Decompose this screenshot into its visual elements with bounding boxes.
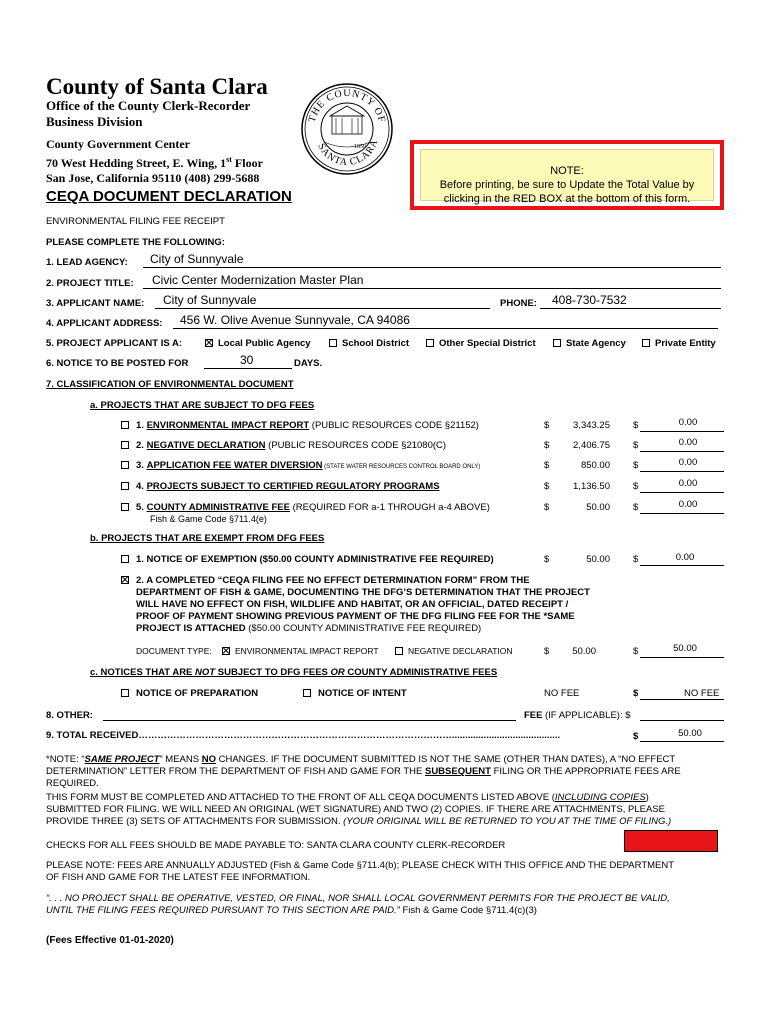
- phone-field[interactable]: 408-730-7532: [552, 293, 627, 307]
- note1c: ” MEANS: [159, 754, 202, 765]
- note1d: NO: [201, 754, 216, 765]
- a-item-num: 3.: [136, 460, 144, 471]
- a-item-value-line: [640, 513, 724, 514]
- city-line: San Jose, California 95110 (408) 299-5688: [46, 171, 260, 185]
- attach3a: PROVIDE THREE (3) SETS OF ATTACHMENTS FOR SUBMISSION.: [46, 816, 344, 827]
- note1e: CHANGES. IF THE DOCUMENT SUBMITTED IS NOT THE SAME (OTHER THAN DATES), A “NO EFFECT: [215, 754, 676, 765]
- quote-line-1: “. . . NO PROJECT SHALL BE OPERATIVE, VESTED, OR FINAL, NOR SHALL LOCAL GOVERNMENT PERMITS FOR THE PROJECT BE VALID,: [46, 893, 670, 904]
- same-project-note: [46, 754, 726, 790]
- a-item-value-dollar: $: [633, 460, 639, 471]
- prep-checkbox[interactable]: [121, 689, 129, 697]
- a-item-checkbox[interactable]: [121, 421, 129, 429]
- neg-dec-checkbox[interactable]: [395, 647, 403, 655]
- b1-value-dollar: $: [633, 554, 639, 565]
- notice-days-field[interactable]: 30: [240, 353, 254, 367]
- a-item-name: COUNTY ADMINISTRATIVE FEE: [146, 502, 290, 513]
- private-entity-checkbox[interactable]: [642, 339, 650, 347]
- section-a-heading: a. PROJECTS THAT ARE SUBJECT TO DFG FEES: [90, 400, 315, 411]
- code-quote: [46, 893, 736, 917]
- lead-agency-label: 1. LEAD AGENCY:: [46, 257, 128, 268]
- a-item-value-line: [640, 451, 724, 452]
- intent-checkbox[interactable]: [303, 689, 311, 697]
- print-note: [420, 149, 714, 205]
- a-item-dollar: $: [544, 440, 550, 451]
- a-item-fee: 850.00: [580, 460, 610, 471]
- complete-following-label: PLEASE COMPLETE THE FOLLOWING:: [46, 237, 225, 248]
- fees-effective: (Fees Effective 01-01-2020): [46, 935, 174, 946]
- note-line-2: [46, 766, 726, 778]
- state-agency-checkbox[interactable]: [553, 339, 561, 347]
- b1-fee: 50.00: [586, 554, 610, 565]
- other-fee-note: (IF APPLICABLE): $: [545, 710, 631, 721]
- a-item-checkbox[interactable]: [121, 482, 129, 490]
- a-item-value[interactable]: 0.00: [678, 478, 698, 489]
- c-value-dollar: $: [633, 688, 639, 699]
- a-item-fee: 1,136.50: [573, 481, 610, 492]
- applicant-type-label: 5. PROJECT APPLICANT IS A:: [46, 338, 183, 349]
- b2-value-dollar: $: [633, 646, 639, 657]
- classification-heading: 7. CLASSIFICATION OF ENVIRONMENTAL DOCUMENT: [46, 379, 294, 390]
- a-item-value[interactable]: 0.00: [678, 417, 698, 428]
- a-item-dollar: $: [544, 420, 550, 431]
- a-item-value-dollar: $: [633, 440, 639, 451]
- a-item-name: PROJECTS SUBJECT TO CERTIFIED REGULATORY PROGRAMS: [146, 481, 440, 492]
- b2-line3: WILL HAVE NO EFFECT ON FISH, WILDLIFE AND HABITAT, OR AN OFFICIAL, DATED RECEIPT /: [136, 599, 569, 610]
- env-receipt-label: ENVIRONMENTAL FILING FEE RECEIPT: [46, 216, 225, 227]
- b2-line4: PROOF OF PAYMENT SHOWING PREVIOUS PAYMENT OF THE DFG FILING FEE FOR THE *SAME: [136, 611, 575, 622]
- note2b: SUBSEQUENT: [424, 766, 491, 777]
- lead-agency-line: [143, 267, 721, 268]
- a-item-num: 5.: [136, 502, 144, 513]
- note-line-3: REQUIRED.: [46, 778, 99, 789]
- center-line: County Government Center: [46, 137, 190, 151]
- note-line1: Before printing, be sure to Update the Total Value by: [439, 179, 695, 191]
- attach3b: (YOUR ORIGINAL WILL BE RETURNED TO YOU AT THE TIME OF FILING.): [343, 816, 672, 827]
- quote2b: Fish & Game Code §711.4(c)(3): [399, 905, 537, 916]
- quote2: UNTIL THE FILING FEES REQUIRED PURSUANT TO THIS SECTION ARE PAID.”: [46, 905, 400, 916]
- a-item-value[interactable]: 0.00: [678, 437, 698, 448]
- doc-type-label: DOCUMENT TYPE:: [136, 646, 212, 656]
- a-item-checkbox[interactable]: [121, 503, 129, 511]
- intent-label: NOTICE OF INTENT: [318, 688, 407, 699]
- a-item-dollar: $: [544, 460, 550, 471]
- a-item-value-line: [640, 471, 724, 472]
- a-item-fee: 3,343.25: [573, 420, 610, 431]
- note-line2: clicking in the RED BOX at the bottom of this form.: [443, 193, 691, 205]
- eir-label: ENVIRONMENTAL IMPACT REPORT: [235, 646, 379, 656]
- section-c-heading: c. NOTICES THAT ARE NOT SUBJECT TO DFG FEES OR COUNTY ADMINISTRATIVE FEES: [90, 667, 498, 678]
- attach-line-2: SUBMITTED FOR FILING. WE WILL NEED AN ORIGINAL (WET SIGNATURE) AND TWO (2) COPIES. IF THERE ARE ATTACHMENTS, PLEASE: [46, 804, 665, 815]
- fees-adjusted-note: [46, 860, 736, 884]
- prep-label: NOTICE OF PREPARATION: [136, 688, 259, 699]
- attach1c: ): [645, 792, 649, 803]
- note2a: DETERMINATION” LETTER FROM THE DEPARTMENT OF FISH AND GAME FOR THE: [46, 766, 425, 777]
- c-value-line: [640, 699, 724, 700]
- a-item-label: [136, 420, 479, 431]
- a-item-dollar: $: [544, 502, 550, 513]
- private-entity-label: Private Entity: [655, 338, 716, 349]
- a-item-dollar: $: [544, 481, 550, 492]
- total-value[interactable]: 50.00: [678, 728, 702, 739]
- a-item-checkbox[interactable]: [121, 461, 129, 469]
- a-item-value-line: [640, 431, 724, 432]
- lead-agency-field[interactable]: City of Sunnyvale: [150, 252, 244, 266]
- project-title-field[interactable]: Civic Center Modernization Master Plan: [152, 273, 364, 287]
- b2-value-line: [640, 657, 724, 658]
- b2-fee: 50.00: [572, 646, 596, 657]
- b2-line5b: ($50.00 COUNTY ADMINISTRATIVE FEE REQUIRED): [245, 623, 482, 634]
- total-label: 9. TOTAL RECEIVED……………………………………………………………………………………….........................................: [46, 730, 561, 741]
- local-agency-label: Local Public Agency: [218, 338, 311, 349]
- applicant-name-label: 3. APPLICANT NAME:: [46, 298, 145, 309]
- adjust-line-1: PLEASE NOTE: FEES ARE ANNUALLY ADJUSTED (Fish & Game Code §711.4(b); PLEASE CHECK WITH THIS OFFICE AND THE DEPARTMENT: [46, 860, 675, 871]
- total-dollar: $: [633, 731, 639, 742]
- seal-bottom-text: SANTA CLARA: [315, 137, 381, 169]
- b1-value[interactable]: 0.00: [675, 552, 695, 563]
- note1a: *NOTE: “: [46, 754, 85, 765]
- seal-year: 1850: [354, 144, 366, 150]
- street-tail: Floor: [231, 156, 263, 170]
- applicant-address-label: 4. APPLICANT ADDRESS:: [46, 318, 163, 329]
- a-item-name: ENVIRONMENTAL IMPACT REPORT: [146, 420, 310, 431]
- street-sup: st: [226, 155, 232, 164]
- attach1b: INCLUDING COPIES: [554, 792, 646, 803]
- c-value: NO FEE: [684, 688, 720, 699]
- applicant-name-field[interactable]: City of Sunnyvale: [163, 293, 257, 307]
- county-seal-icon: [300, 82, 394, 176]
- b2-checkbox[interactable]: [121, 576, 129, 584]
- applicant-name-line: [155, 308, 490, 309]
- note2c: FILING OR THE APPROPRIATE FEES ARE: [490, 766, 681, 777]
- a-item-value-dollar: $: [633, 502, 639, 513]
- checks-payable: CHECKS FOR ALL FEES SHOULD BE MADE PAYABLE TO: SANTA CLARA COUNTY CLERK-RECORDER: [46, 840, 506, 851]
- address-block: [46, 137, 263, 186]
- other-line[interactable]: [103, 720, 516, 721]
- notice-days-line: [204, 368, 292, 369]
- school-district-label: School District: [342, 338, 410, 349]
- b2-text: [136, 575, 616, 635]
- a5-subtext: Fish & Game Code §711.4(e): [150, 514, 267, 524]
- note-line-1: [46, 754, 726, 766]
- b1-dollar: $: [544, 554, 550, 565]
- a-item-value-line: [640, 492, 724, 493]
- a-item-desc: (PUBLIC RESOURCES CODE §21152): [309, 420, 479, 431]
- adjust-line-2: OF FISH AND GAME FOR THE LATEST FEE INFORMATION.: [46, 872, 311, 883]
- project-title-line: [143, 288, 721, 289]
- school-district-checkbox[interactable]: [329, 339, 337, 347]
- other-fee-line[interactable]: [640, 720, 724, 721]
- total-line: [640, 741, 724, 742]
- county-title: County of Santa Clara: [46, 74, 268, 99]
- notice-label: 6. NOTICE TO BE POSTED FOR: [46, 358, 189, 369]
- a-item-label: [136, 440, 446, 451]
- other-label: 8. OTHER:: [46, 710, 93, 721]
- street-text: 70 West Hedding Street, E. Wing, 1: [46, 156, 227, 170]
- phone-label: PHONE:: [500, 298, 537, 309]
- a-item-num: 4.: [136, 481, 144, 492]
- attach1a: THIS FORM MUST BE COMPLETED AND ATTACHED TO THE FRONT OF ALL CEQA DOCUMENTS LISTED ABOVE (: [46, 792, 555, 803]
- attach-note: [46, 792, 726, 828]
- b2-value[interactable]: 50.00: [673, 643, 697, 654]
- special-district-label: Other Special District: [439, 338, 536, 349]
- b2-line2: DEPARTMENT OF FISH & GAME, DOCUMENTING THE DFG’S DETERMINATION THAT THE PROJECT: [136, 587, 590, 598]
- attach-line-3: [46, 816, 726, 828]
- street-line: [46, 152, 263, 171]
- a-item-fee: 50.00: [586, 502, 610, 513]
- a-item-label: [136, 481, 440, 492]
- document-title: CEQA DOCUMENT DECLARATION: [46, 188, 292, 205]
- a-item-value[interactable]: 0.00: [678, 499, 698, 510]
- a-item-value[interactable]: 0.00: [678, 457, 698, 468]
- a-item-value-dollar: $: [633, 420, 639, 431]
- special-district-checkbox[interactable]: [426, 339, 434, 347]
- state-agency-label: State Agency: [566, 338, 626, 349]
- note1b: SAME PROJECT: [84, 754, 160, 765]
- office-line: Office of the County Clerk-Recorder: [46, 98, 251, 113]
- b1-checkbox[interactable]: [121, 555, 129, 563]
- a-item-desc: (STATE WATER RESOURCES CONTROL BOARD ONLY): [322, 464, 481, 470]
- a-item-name: APPLICATION FEE WATER DIVERSION: [146, 460, 323, 471]
- b1-value-line: [640, 565, 724, 566]
- b1-text: 1. NOTICE OF EXEMPTION ($50.00 COUNTY ADMINISTRATIVE FEE REQUIRED): [136, 554, 494, 565]
- a-item-checkbox[interactable]: [121, 441, 129, 449]
- update-total-red-box[interactable]: [624, 830, 718, 852]
- a-item-label: [136, 460, 480, 471]
- eir-checkbox[interactable]: [222, 647, 230, 655]
- a-item-value-dollar: $: [633, 481, 639, 492]
- a-item-desc: (REQUIRED FOR a-1 THROUGH a-4 ABOVE): [289, 502, 490, 513]
- b2-line1: 2. A COMPLETED “CEQA FILING FEE NO EFFECT DETERMINATION FORM” FROM THE: [136, 575, 530, 586]
- a-item-fee: 2,406.75: [573, 440, 610, 451]
- quote-line-2: [46, 905, 736, 917]
- days-label: DAYS.: [294, 358, 323, 369]
- a-item-num: 1.: [136, 420, 144, 431]
- project-title-label: 2. PROJECT TITLE:: [46, 278, 134, 289]
- phone-line: [540, 308, 721, 309]
- local-agency-checkbox[interactable]: [205, 339, 213, 347]
- division-line: Business Division: [46, 114, 143, 129]
- c-nofee-label: NO FEE: [544, 688, 580, 699]
- a-item-label: [136, 502, 490, 513]
- a-item-num: 2.: [136, 440, 144, 451]
- note-title: NOTE:: [550, 165, 584, 177]
- b2-line5: [136, 623, 616, 635]
- applicant-address-field[interactable]: 456 W. Olive Avenue Sunnyvale, CA 94086: [180, 313, 410, 327]
- a-item-desc: (PUBLIC RESOURCES CODE §21080(C): [265, 440, 447, 451]
- office-name: [46, 98, 250, 130]
- other-fee-label: FEE: [524, 710, 543, 721]
- applicant-address-line: [173, 328, 718, 329]
- attach-line-1: [46, 792, 726, 804]
- seal-top-text: THE COUNTY OF: [306, 87, 388, 125]
- b2-dollar: $: [544, 646, 550, 657]
- neg-dec-label: NEGATIVE DECLARATION: [408, 646, 513, 656]
- a-item-name: NEGATIVE DECLARATION: [146, 440, 266, 451]
- b2-line5a: PROJECT IS ATTACHED: [136, 623, 246, 634]
- section-b-heading: b. PROJECTS THAT ARE EXEMPT FROM DFG FEES: [90, 533, 325, 544]
- print-note-box: [410, 140, 724, 210]
